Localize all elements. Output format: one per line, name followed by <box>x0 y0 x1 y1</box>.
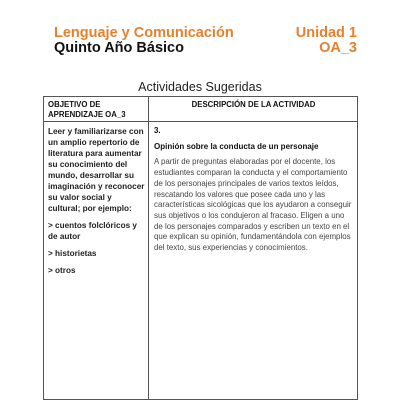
description-column-header: DESCRIPCIÓN DE LA ACTIVIDAD <box>191 100 316 109</box>
activity-number: 3. <box>154 126 161 135</box>
subject-title: Lenguaje y Comunicación <box>54 25 234 41</box>
activity-description: A partir de preguntas elaboradas por el docente, los estudiantes comparan la conducta y el comportamiento de los personajes principales de varios textos leídos, rescatando los valores que posee cada uno y las características sicológicas que los ayudaron a conseguir sus objetivos o los condujeron al fracaso. Eligen a uno de los personajes comparados y escriben un texto en el que explican su opinión, fundamentándola con ejemplos del texto, sus experiencias y conocimientos. <box>154 157 352 253</box>
oa-label: OA_3 <box>319 40 357 56</box>
objective-text: Leer y familiarizarse con un amplio repertorio de literatura para aumentar su conocimiento del mundo, desarrollar su imaginación y reconocer su valor social y cultural; por ejemplo: <box>48 127 145 213</box>
column-divider <box>148 97 149 399</box>
objective-column-header: OBJETIVO DE APRENDIZAJE OA_3 <box>48 100 126 119</box>
activity-cell <box>154 126 354 254</box>
objective-cell <box>48 126 146 282</box>
grade-subtitle: Quinto Año Básico <box>54 40 184 56</box>
header-divider <box>44 121 357 122</box>
unit-label: Unidad 1 <box>295 25 357 41</box>
objective-item: > otros <box>48 266 76 275</box>
objective-item: > historietas <box>48 249 97 258</box>
activity-title: Opinión sobre la conducta de un personaje <box>154 141 319 151</box>
objective-item: > cuentos folclóricos y de autor <box>48 221 137 241</box>
section-title: Actividades Sugeridas <box>138 80 262 94</box>
activities-table <box>43 96 358 400</box>
